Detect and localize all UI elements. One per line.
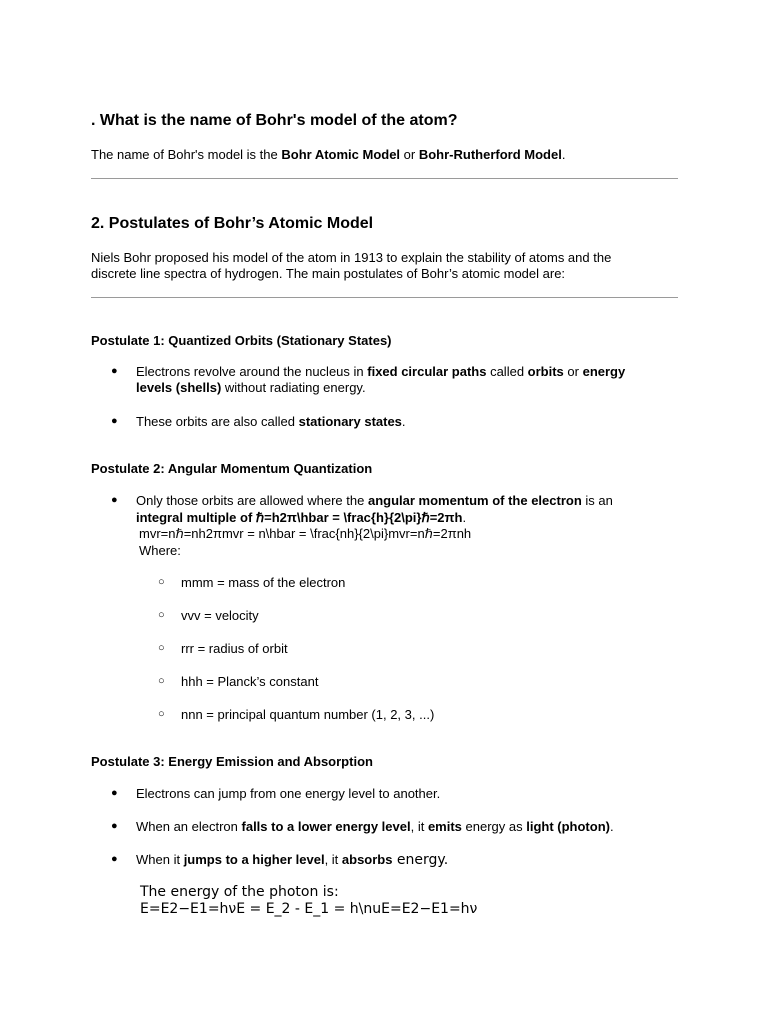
intro-line-2: discrete line spectra of hydrogen. The main postulates of Bohr’s atomic model are:: [91, 266, 566, 281]
list-item-continued: integral multiple of ℏ=h2π\hbar = \frac{h}{2\pi}ℏ=2πh.: [136, 510, 467, 525]
list-item: When it jumps to a higher level, it absorbs energy.: [136, 852, 449, 868]
circle-bullet-icon: ○: [158, 576, 165, 588]
q1-answer: The name of Bohr's model is the Bohr Atomic Model or Bohr-Rutherford Model.: [91, 147, 566, 162]
bullet-icon: ●: [111, 365, 118, 377]
intro-line-1: Niels Bohr proposed his model of the atom in 1913 to explain the stability of atoms and the: [91, 250, 612, 265]
divider: [91, 178, 678, 179]
formula-line: mvr=nℏ=nh2πmvr = n\hbar = \frac{nh}{2\pi}mvr=nℏ=2πnh: [139, 526, 472, 541]
bullet-icon: ●: [111, 415, 118, 427]
postulate-1-title: Postulate 1: Quantized Orbits (Stationary States): [91, 333, 392, 348]
definition-item: rrr = radius of orbit: [181, 641, 288, 656]
list-item: These orbits are also called stationary states.: [136, 414, 406, 429]
bullet-icon: ●: [111, 787, 118, 799]
photon-energy-formula: E=E2−E1=hνE = E_2 - E_1 = h\nuE=E2−E1=hν: [140, 901, 478, 917]
postulate-3-title: Postulate 3: Energy Emission and Absorption: [91, 754, 373, 769]
divider: [91, 297, 678, 298]
where-label: Where:: [139, 543, 181, 558]
circle-bullet-icon: ○: [158, 642, 165, 654]
list-item: Only those orbits are allowed where the angular momentum of the electron is an: [136, 493, 613, 508]
list-item: When an electron falls to a lower energy level, it emits energy as light (photon).: [136, 819, 614, 834]
circle-bullet-icon: ○: [158, 675, 165, 687]
bullet-icon: ●: [111, 494, 118, 506]
circle-bullet-icon: ○: [158, 609, 165, 621]
definition-item: vvv = velocity: [181, 608, 259, 623]
heading-postulates: 2. Postulates of Bohr’s Atomic Model: [91, 215, 374, 232]
circle-bullet-icon: ○: [158, 708, 165, 720]
postulate-2-title: Postulate 2: Angular Momentum Quantization: [91, 461, 373, 476]
bullet-icon: ●: [111, 820, 118, 832]
bullet-icon: ●: [111, 853, 118, 865]
photon-energy-label: The energy of the photon is:: [140, 884, 339, 900]
definition-item: nnn = principal quantum number (1, 2, 3, ...): [181, 707, 435, 722]
list-item: Electrons can jump from one energy level to another.: [136, 786, 441, 801]
list-item: Electrons revolve around the nucleus in fixed circular paths called orbits or energy levels (shells) without radiating energy.: [136, 364, 626, 395]
heading-q1: . What is the name of Bohr's model of the atom?: [91, 112, 458, 129]
definition-item: hhh = Planck’s constant: [181, 674, 319, 689]
definition-item: mmm = mass of the electron: [181, 575, 346, 590]
